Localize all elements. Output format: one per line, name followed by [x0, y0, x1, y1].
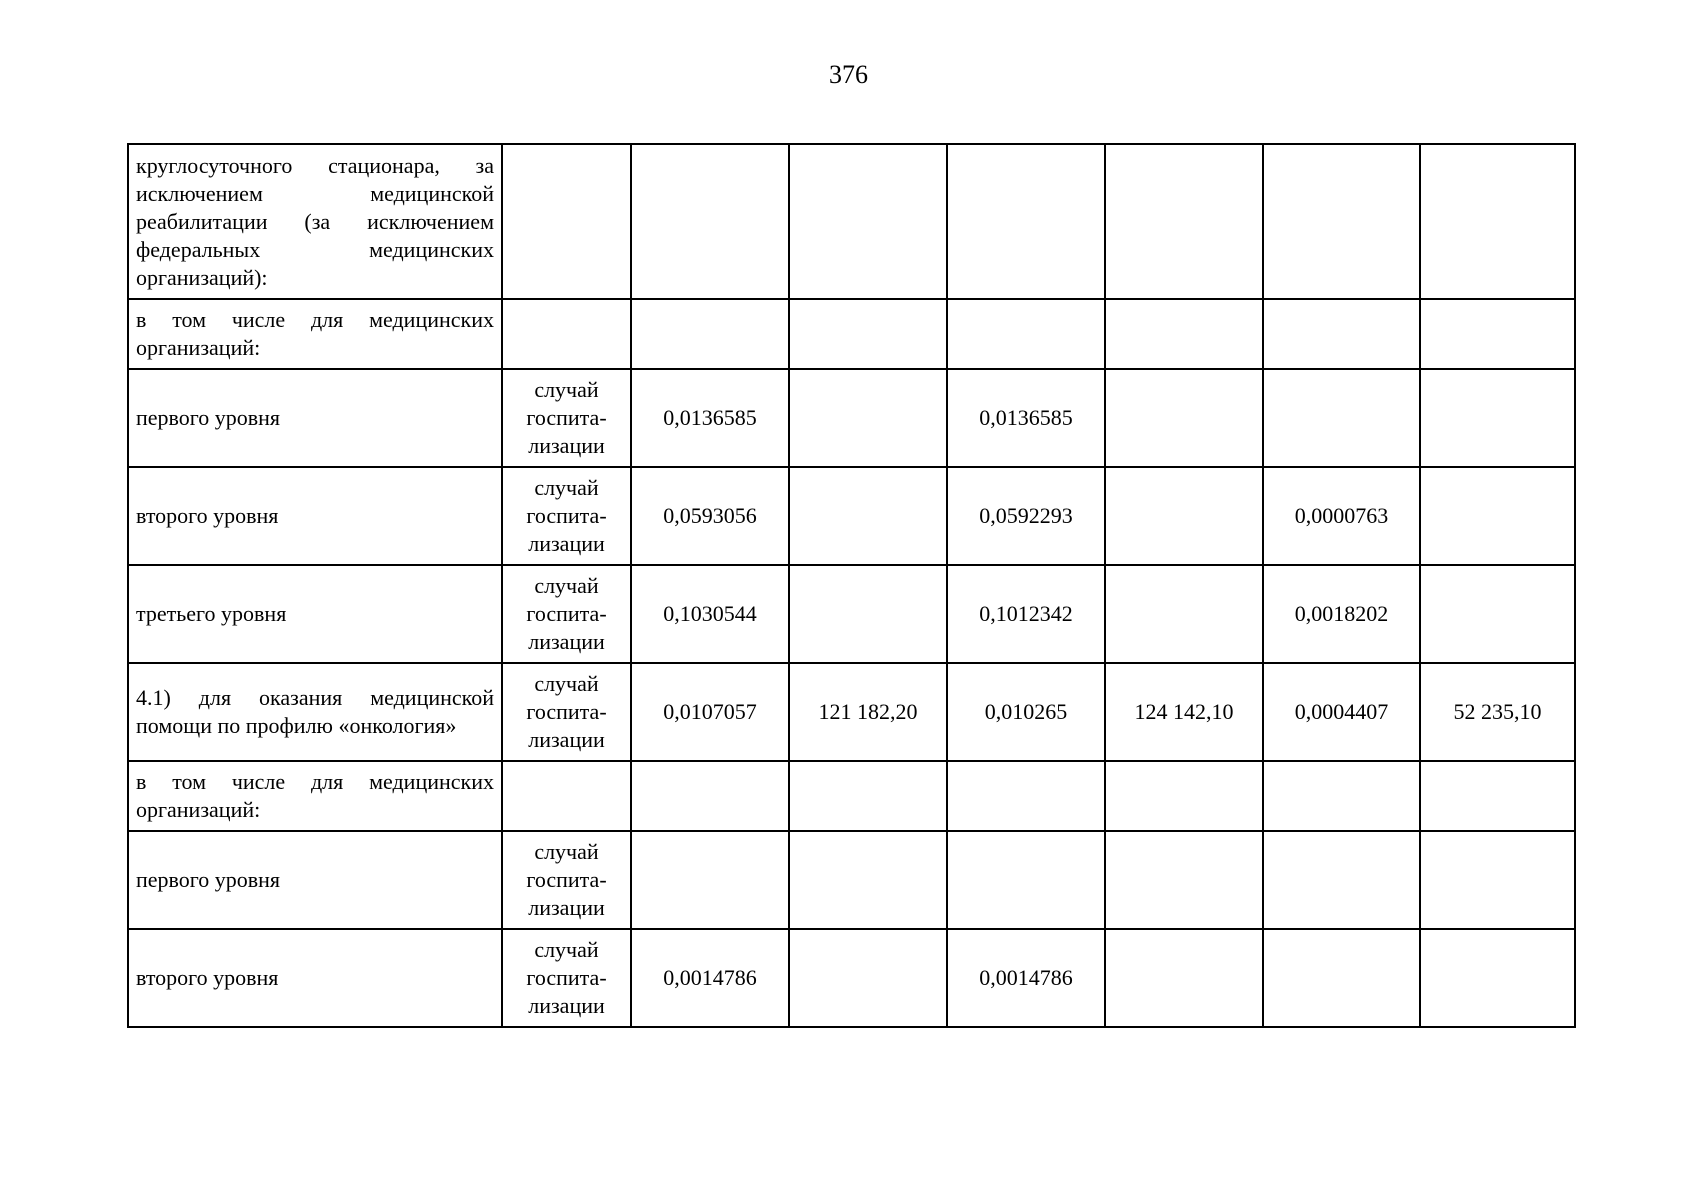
- value-cell: [789, 299, 947, 369]
- value-cell: [1105, 831, 1263, 929]
- value-cell: [1105, 761, 1263, 831]
- value-cell: [1420, 761, 1575, 831]
- value-cell: 0,010265: [947, 663, 1105, 761]
- value-cell: [1263, 144, 1420, 299]
- value-cell: [1105, 144, 1263, 299]
- value-cell: [789, 929, 947, 1027]
- table-row: [128, 663, 1575, 761]
- value-cell: 0,0136585: [631, 369, 789, 467]
- value-cell: [789, 761, 947, 831]
- unit-cell: случай госпита-лизации: [502, 831, 631, 929]
- value-cell: [789, 831, 947, 929]
- value-cell: [1420, 565, 1575, 663]
- value-cell: 124 142,10: [1105, 663, 1263, 761]
- value-cell: [631, 144, 789, 299]
- value-cell: [1105, 299, 1263, 369]
- value-cell: [789, 144, 947, 299]
- value-cell: 0,0004407: [1263, 663, 1420, 761]
- value-cell: [1263, 761, 1420, 831]
- value-cell: [631, 761, 789, 831]
- value-cell: 0,1012342: [947, 565, 1105, 663]
- table-row: [128, 761, 1575, 831]
- table-row: [128, 565, 1575, 663]
- value-cell: 0,0107057: [631, 663, 789, 761]
- row-name-cell: круглосуточного стационара, за исключением медицинской реабилитации (за исключением федеральных медицинских организаций):: [128, 144, 502, 299]
- value-cell: [1420, 144, 1575, 299]
- row-name-cell: второго уровня: [128, 467, 502, 565]
- table-row: [128, 831, 1575, 929]
- unit-cell: [502, 761, 631, 831]
- row-name-cell: первого уровня: [128, 831, 502, 929]
- unit-cell: случай госпита-лизации: [502, 663, 631, 761]
- value-cell: 121 182,20: [789, 663, 947, 761]
- value-cell: [1263, 369, 1420, 467]
- table-row: [128, 299, 1575, 369]
- unit-cell: случай госпита-лизации: [502, 369, 631, 467]
- value-cell: [1420, 369, 1575, 467]
- value-cell: [631, 831, 789, 929]
- row-name-cell: третьего уровня: [128, 565, 502, 663]
- value-cell: [1420, 929, 1575, 1027]
- page-number: 376: [829, 60, 868, 89]
- value-cell: 0,0592293: [947, 467, 1105, 565]
- unit-cell: случай госпита-лизации: [502, 565, 631, 663]
- value-cell: [1105, 929, 1263, 1027]
- value-cell: 52 235,10: [1420, 663, 1575, 761]
- value-cell: [1420, 467, 1575, 565]
- value-cell: 0,1030544: [631, 565, 789, 663]
- row-name-cell: 4.1) для оказания медицинской помощи по профилю «онкология»: [128, 663, 502, 761]
- value-cell: [789, 369, 947, 467]
- value-cell: [1263, 929, 1420, 1027]
- value-cell: [1105, 369, 1263, 467]
- value-cell: [789, 467, 947, 565]
- value-cell: [631, 299, 789, 369]
- value-cell: [1263, 299, 1420, 369]
- value-cell: 0,0000763: [1263, 467, 1420, 565]
- value-cell: 0,0014786: [947, 929, 1105, 1027]
- unit-cell: случай госпита-лизации: [502, 929, 631, 1027]
- value-cell: [1420, 831, 1575, 929]
- data-table: [127, 143, 1576, 1028]
- value-cell: [947, 761, 1105, 831]
- value-cell: 0,0593056: [631, 467, 789, 565]
- row-name-cell: в том числе для медицинских организаций:: [128, 761, 502, 831]
- value-cell: [1105, 467, 1263, 565]
- value-cell: [947, 299, 1105, 369]
- table-row: [128, 929, 1575, 1027]
- unit-cell: случай госпита-лизации: [502, 467, 631, 565]
- unit-cell: [502, 299, 631, 369]
- row-name-cell: второго уровня: [128, 929, 502, 1027]
- row-name-cell: первого уровня: [128, 369, 502, 467]
- value-cell: [947, 831, 1105, 929]
- table-row: [128, 144, 1575, 299]
- value-cell: [1420, 299, 1575, 369]
- value-cell: 0,0136585: [947, 369, 1105, 467]
- value-cell: 0,0014786: [631, 929, 789, 1027]
- value-cell: 0,0018202: [1263, 565, 1420, 663]
- value-cell: [1263, 831, 1420, 929]
- table-row: [128, 369, 1575, 467]
- row-name-cell: в том числе для медицинских организаций:: [128, 299, 502, 369]
- table-row: [128, 467, 1575, 565]
- value-cell: [1105, 565, 1263, 663]
- value-cell: [789, 565, 947, 663]
- unit-cell: [502, 144, 631, 299]
- value-cell: [947, 144, 1105, 299]
